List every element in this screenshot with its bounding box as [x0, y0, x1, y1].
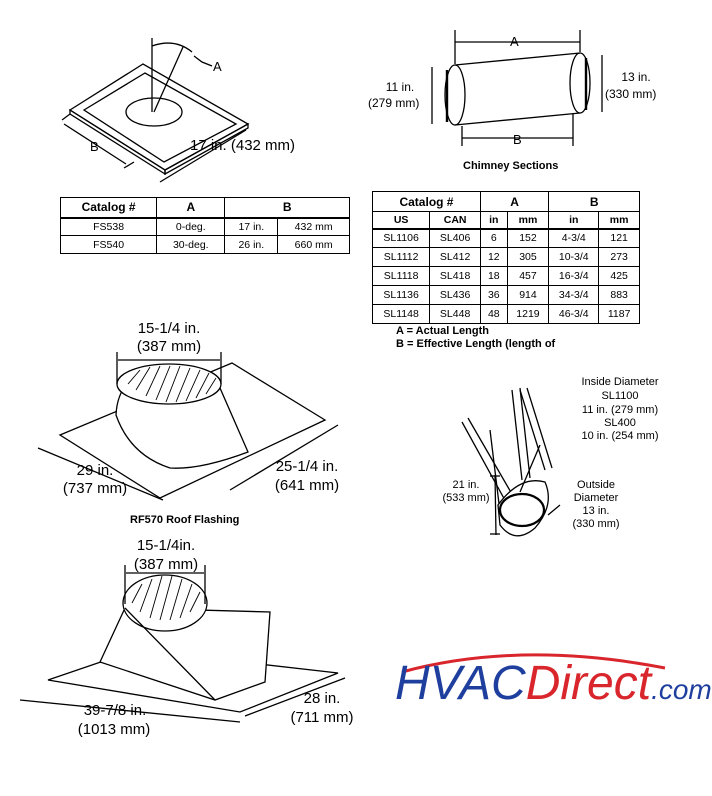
- dim-17-label: 17 in. (432 mm): [190, 137, 296, 154]
- flashing-header-a: A: [157, 198, 225, 218]
- table-cell: SL412: [430, 248, 481, 267]
- table-cell: 34-3/4: [549, 286, 599, 305]
- table-row: [373, 229, 640, 248]
- table-cell: SL1112: [373, 248, 430, 267]
- table-row: [373, 267, 640, 286]
- rf570-left-in: 29 in.: [76, 462, 114, 479]
- sub-header-a-mm: mm: [507, 212, 549, 229]
- table-cell: SL448: [430, 305, 481, 324]
- tall-top-in: 15-1/4in.: [136, 537, 196, 554]
- table-cell: 152: [507, 229, 549, 248]
- sub-header-b-in: in: [549, 212, 599, 229]
- tall-left-mm: (1013 mm): [77, 721, 151, 738]
- chimney-left-mm: (279 mm): [368, 96, 420, 110]
- table-cell: SL418: [430, 267, 481, 286]
- elbow-inside-3: 11 in. (279 mm): [581, 404, 659, 416]
- elbow-outside-3: 13 in.: [582, 505, 610, 517]
- table-cell: 457: [507, 267, 549, 286]
- elbow-outside-4: (330 mm): [572, 518, 620, 530]
- chimney-caption: Chimney Sections: [463, 160, 559, 172]
- rf570-top-in: 15-1/4 in.: [137, 320, 201, 337]
- table-cell: 432 mm: [278, 218, 350, 236]
- tall-right-mm: (711 mm): [290, 709, 354, 726]
- sub-header-b-mm: mm: [599, 212, 640, 229]
- table-cell: 16-3/4: [549, 267, 599, 286]
- tall-top-mm: (387 mm): [133, 556, 199, 573]
- table-cell: 36: [480, 286, 507, 305]
- elbow-outside-2: Diameter: [573, 492, 619, 504]
- table-cell: 46-3/4: [549, 305, 599, 324]
- table-cell: 273: [599, 248, 640, 267]
- table-cell: 660 mm: [278, 236, 350, 254]
- table-cell: 0-deg.: [157, 218, 225, 236]
- rf570-right-in: 25-1/4 in.: [275, 458, 339, 475]
- flashing-header-catalog: Catalog #: [61, 198, 157, 218]
- rf570-right-mm: (641 mm): [274, 477, 340, 494]
- rf570-caption: RF570 Roof Flashing: [130, 514, 240, 526]
- table-cell: 30-deg.: [157, 236, 225, 254]
- table-cell: 18: [480, 267, 507, 286]
- table-cell: FS538: [61, 218, 157, 236]
- hvacdirect-logo: [395, 656, 712, 728]
- chimney-right-in: 13 in.: [621, 70, 651, 84]
- logo-text: [395, 656, 712, 711]
- rf570-left-mm: (737 mm): [62, 480, 128, 497]
- table-cell: 1219: [507, 305, 549, 324]
- logo-direct: Direct: [525, 657, 652, 710]
- sub-header-a-in: in: [480, 212, 507, 229]
- table-cell: 914: [507, 286, 549, 305]
- table-row: [373, 305, 640, 324]
- chimney-left-in: 11 in.: [385, 80, 415, 94]
- table-cell: 48: [480, 305, 507, 324]
- elbow-inside-5: 10 in. (254 mm): [581, 430, 659, 442]
- table-row: [373, 286, 640, 305]
- elbow-height-in: 21 in.: [452, 479, 480, 491]
- elbow-inside-4: SL400: [604, 417, 636, 429]
- elbow-inside-1: Inside Diameter: [581, 376, 659, 388]
- elbow-height-mm: (533 mm): [442, 492, 490, 504]
- chimney-header-b: B: [549, 192, 640, 212]
- chimney-dim-b: B: [513, 132, 522, 147]
- table-cell: 17 in.: [225, 218, 278, 236]
- table-cell: SL406: [430, 229, 481, 248]
- table-cell: 1187: [599, 305, 640, 324]
- table-cell: 883: [599, 286, 640, 305]
- table-row: [373, 248, 640, 267]
- elbow-drawing: [462, 388, 560, 536]
- table-cell: 12: [480, 248, 507, 267]
- sub-header-us: US: [373, 212, 430, 229]
- table-cell: 10-3/4: [549, 248, 599, 267]
- rf570-top-mm: (387 mm): [136, 338, 202, 355]
- tall-right-in: 28 in.: [303, 690, 341, 707]
- elbow-inside-2: SL1100: [601, 390, 639, 402]
- chimney-header-catalog: Catalog #: [373, 192, 481, 212]
- logo-com: .com: [651, 674, 712, 705]
- table-cell: FS540: [61, 236, 157, 254]
- flashing-catalog-table: [60, 197, 350, 254]
- table-row: [61, 218, 350, 236]
- table-cell: 425: [599, 267, 640, 286]
- flashing-header-b: B: [225, 198, 350, 218]
- table-cell: 121: [599, 229, 640, 248]
- table-cell: 305: [507, 248, 549, 267]
- table-cell: SL1106: [373, 229, 430, 248]
- chimney-right-mm: (330 mm): [605, 87, 657, 101]
- table-cell: 26 in.: [225, 236, 278, 254]
- elbow-outside-1: Outside: [577, 479, 615, 491]
- chimney-header-a: A: [480, 192, 548, 212]
- table-cell: SL1136: [373, 286, 430, 305]
- table-cell: SL436: [430, 286, 481, 305]
- table-cell: 6: [480, 229, 507, 248]
- sub-header-can: CAN: [430, 212, 481, 229]
- tall-left-in: 39-7/8 in.: [83, 702, 147, 719]
- chimney-dim-a: A: [510, 34, 519, 49]
- dim-b-label: B: [90, 139, 99, 154]
- angle-label: A: [213, 59, 222, 74]
- chimney-catalog-table: [372, 191, 640, 324]
- table-cell: 4-3/4: [549, 229, 599, 248]
- table-cell: SL1148: [373, 305, 430, 324]
- table-row: [61, 236, 350, 254]
- logo-hvac: HVAC: [395, 657, 526, 710]
- note-actual-length: A = Actual Length: [396, 325, 489, 337]
- table-cell: SL1118: [373, 267, 430, 286]
- note-effective-length: B = Effective Length (length of: [396, 338, 556, 350]
